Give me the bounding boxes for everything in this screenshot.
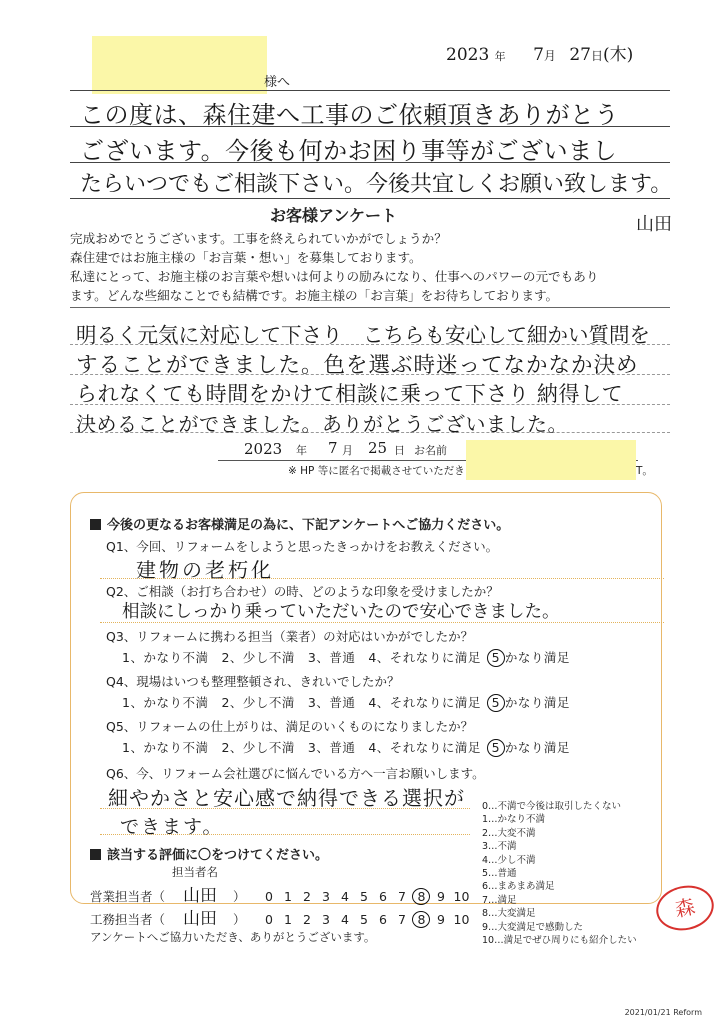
works-rating-scale [259, 912, 472, 927]
letter-date-day: 27 [569, 45, 591, 65]
survey-note-end: T。 [636, 465, 653, 477]
survey-date-year: 2023 [244, 440, 283, 458]
letter-salutation: 様へ [264, 75, 291, 90]
staff-name-label: 担当者名 [172, 865, 218, 879]
sales-rating-0[interactable]: 0 [265, 889, 273, 904]
letter-weekday: (木) [602, 45, 634, 65]
sales-rating-8[interactable]: 8 [412, 888, 430, 905]
redacted-customer-name [92, 36, 267, 94]
sales-rating-6[interactable]: 6 [379, 889, 387, 904]
question-5-scale [122, 738, 570, 757]
legend-item: 5…普通 [482, 868, 517, 880]
works-rating-5[interactable]: 5 [360, 912, 368, 927]
sales-rating-2[interactable]: 2 [303, 889, 311, 904]
survey-date-month-unit: 月 [342, 444, 353, 457]
sales-staff-row [90, 881, 472, 906]
letter-signature: 山田 [636, 214, 672, 235]
works-rating-9[interactable]: 9 [437, 912, 445, 927]
survey-intro [70, 229, 598, 305]
letter-line-1: この度は、森住建へ工事のご依頼頂きありがとう [80, 101, 619, 129]
works-rating-0[interactable]: 0 [265, 912, 273, 927]
rating-header [90, 844, 328, 863]
legend-item: 8…大変満足 [482, 908, 536, 920]
survey-intro-line-2: 森住建ではお施主様の「お言葉・想い」を募集しております。 [70, 250, 422, 265]
sales-staff-label: 営業担当者（ [90, 889, 166, 904]
answer-2-rule [100, 622, 664, 623]
legend-item: 2…大変不満 [482, 827, 536, 839]
sales-rating-4[interactable]: 4 [341, 889, 349, 904]
answer-6-line-2: できます。 [120, 816, 224, 838]
survey-title: お客様アンケート [270, 206, 398, 225]
survey-date-day: 25 [368, 439, 388, 457]
q4-selected-five: 5 [487, 694, 505, 712]
approval-stamp-text: 森 [672, 894, 698, 922]
survey-comment-line-2: することができました。色を選ぶ時迷ってなかなか決め [76, 353, 639, 378]
answer-1: 建物の老朽化 [136, 558, 274, 582]
question-3-scale [122, 648, 570, 667]
q5-selected-five: 5 [487, 739, 505, 757]
survey-intro-line-4: ます。どんな些細なことでも結構です。お施主様の「お言葉」をお待ちしております。 [70, 288, 559, 303]
footer-revision: 2021/01/21 Reform [624, 1008, 702, 1017]
letter-line-3: たらいつでもご相談下さい。今後共宜しくお願い致します。 [80, 172, 673, 197]
letter-line-2: ございます。今後も何かお困り事等がございまし [80, 137, 618, 165]
legend-item: 6…まあまあ満足 [482, 881, 555, 893]
answer-6-rule-2 [100, 834, 470, 835]
legend-item: 4…少し不満 [482, 854, 536, 866]
answer-2: 相談にしっかり乗っていただいたので安心できました。 [122, 602, 560, 622]
letter-date-year-unit: 年 [494, 50, 506, 63]
question-6: Q6、今、リフォーム会社選びに悩んでいる方へ一言お願いします。 [106, 766, 485, 781]
letter-date-month-unit: 月 [543, 49, 556, 63]
q3-scale-text: 1、かなり不満 2、少し不満 3、普通 4、それなりに満足 [122, 650, 481, 665]
works-rating-2[interactable]: 2 [303, 912, 311, 927]
works-rating-4[interactable]: 4 [341, 912, 349, 927]
sales-rating-9[interactable]: 9 [437, 889, 445, 904]
answer-1-rule [100, 578, 664, 579]
question-5: Q5、リフォームの仕上がりは、満足のいくものになりましたか？ [106, 719, 474, 734]
survey-intro-line-1: 完成おめでとうございます。工事を終えられていかがでしょうか？ [70, 231, 447, 246]
questionnaire-header [90, 514, 509, 533]
letter-rule-1 [70, 90, 670, 91]
works-rating-8[interactable]: 8 [412, 911, 430, 928]
survey-comment-line-4: 決めることができました。ありがとうございました。 [76, 412, 568, 436]
question-1: Q1、今回、リフォームをしようと思ったきっかけをお教えください。 [106, 539, 499, 554]
works-rating-3[interactable]: 3 [322, 912, 330, 927]
survey-comment-box-top [70, 307, 670, 308]
letter-date [446, 40, 633, 65]
sales-rating-1[interactable]: 1 [284, 889, 292, 904]
q4-scale-end: かなり満足 [504, 695, 570, 710]
survey-comment-line-1: 明るく元気に対応して下さり こちらも安心して細かい質問を [76, 323, 650, 347]
question-4-scale [122, 693, 570, 712]
works-rating-6[interactable]: 6 [379, 912, 387, 927]
sales-rating-scale [259, 889, 472, 904]
legend-item: 1…かなり不満 [482, 814, 546, 826]
works-staff-name: 山田 [183, 909, 217, 929]
legend-item: 3…不満 [482, 841, 517, 853]
survey-note: ※ HP 等に匿名で掲載させていただき [288, 465, 465, 477]
sales-rating-5[interactable]: 5 [360, 889, 368, 904]
q4-scale-text: 1、かなり不満 2、少し不満 3、普通 4、それなりに満足 [122, 695, 481, 710]
answer-6-rule-1 [100, 808, 470, 809]
sales-rating-3[interactable]: 3 [322, 889, 330, 904]
square-bullet-icon [90, 519, 101, 530]
rating-thanks: アンケートへご協力いただき、ありがとうございます。 [90, 930, 376, 944]
sales-staff-name: 山田 [183, 886, 217, 906]
works-staff-close: ） [232, 912, 246, 927]
letter-rule-4 [70, 198, 670, 199]
works-staff-row [90, 904, 472, 929]
sales-staff-close: ） [232, 889, 246, 904]
sales-rating-10[interactable]: 10 [453, 889, 470, 904]
letter-date-month: 7 [533, 45, 544, 65]
rating-header-text: 該当する評価に〇をつけてください。 [107, 848, 329, 863]
legend-item: 9…大変満足で感動した [482, 921, 584, 933]
survey-name-label: お名前 [414, 444, 447, 457]
q5-scale-end: かなり満足 [504, 740, 570, 755]
legend-item: 7…満足 [482, 894, 517, 906]
rating-legend [482, 800, 637, 947]
question-3: Q3、リフォームに携わる担当（業者）の対応はいかがでしたか？ [106, 629, 474, 644]
questionnaire-header-text: 今後の更なるお客様満足の為に、下記アンケートへご協力ください。 [107, 518, 510, 533]
works-rating-10[interactable]: 10 [453, 912, 470, 927]
q5-scale-text: 1、かなり不満 2、少し不満 3、普通 4、それなりに満足 [122, 740, 481, 755]
question-4: Q4、現場はいつも整理整頓され、きれいでしたか？ [106, 674, 400, 689]
sales-rating-7[interactable]: 7 [398, 889, 406, 904]
works-rating-7[interactable]: 7 [398, 912, 406, 927]
legend-item: 0…不満で今後は取引したくない [482, 801, 622, 812]
question-2: Q2、ご相談（お打ち合わせ）の時、どのような印象を受けましたか？ [106, 584, 499, 599]
survey-date-month: 7 [328, 439, 338, 457]
q3-selected-five: 5 [487, 649, 505, 667]
redacted-signature-name [466, 440, 636, 480]
survey-date-day-unit: 日 [394, 444, 405, 457]
q3-scale-end: かなり満足 [504, 650, 570, 665]
letter-date-year: 2023 [446, 45, 490, 65]
square-bullet-icon [90, 849, 101, 860]
legend-item: 10…満足でぜひ周りにも紹介したい [482, 935, 637, 947]
survey-date-year-unit: 年 [296, 444, 307, 457]
letter-date-day-unit: 日 [590, 49, 603, 63]
works-staff-label: 工務担当者（ [90, 912, 166, 927]
survey-intro-line-3: 私達にとって、お施主様のお言葉や想いは何よりの励みになり、仕事へのパワーの元でもあり [70, 269, 599, 284]
answer-6-line-1: 細やかさと安心感で納得できる選択が [108, 786, 465, 810]
survey-comment-line-3: られなくても時間をかけて相談に乗って下さり 納得して [76, 382, 624, 406]
works-rating-1[interactable]: 1 [284, 912, 292, 927]
